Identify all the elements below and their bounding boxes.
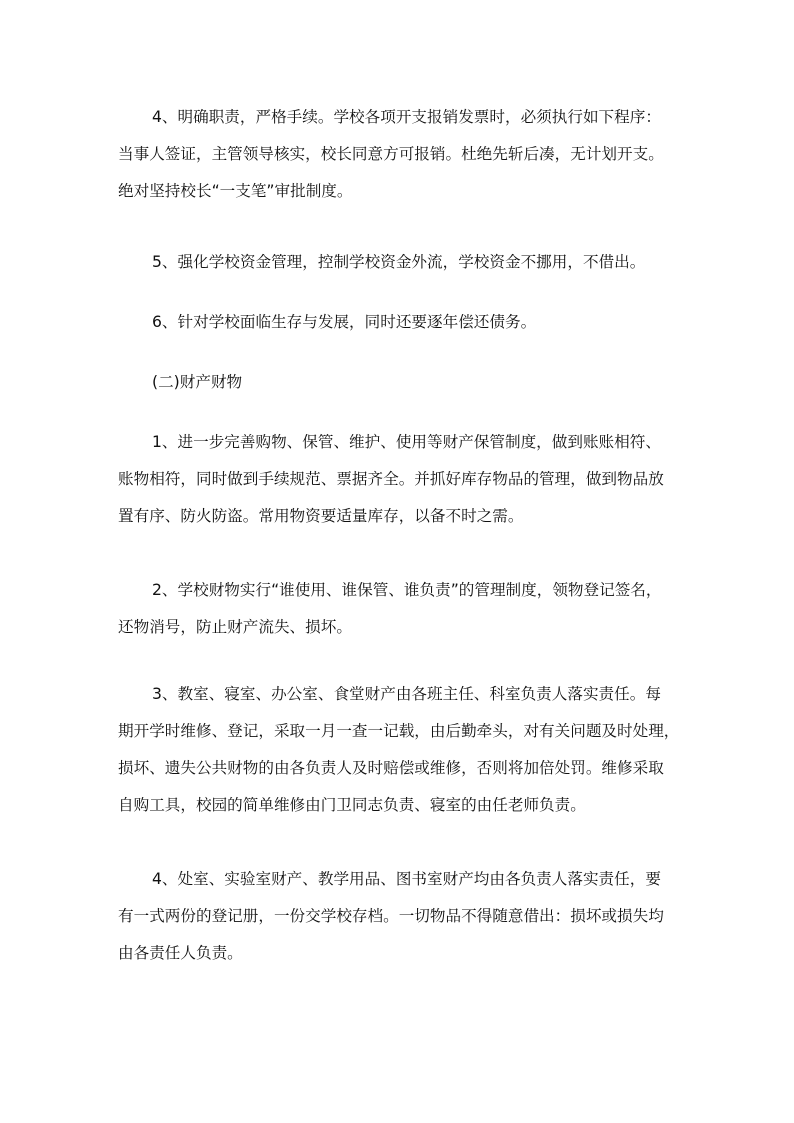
paragraph-4-responsibilities [118, 99, 678, 210]
text-line: 1、进一步完善购物、保管、维护、使用等财产保管制度，做到账账相符、 [152, 433, 661, 451]
paragraph-4-lab-property [118, 861, 678, 972]
text-line: 损坏、遗失公共财物的由各负责人及时赔偿或维修，否则将加倍处罚。维修采取 [118, 759, 664, 777]
section-heading-property [118, 364, 678, 401]
text-line: 4、处室、实验室财产、教学用品、图书室财产均由各负责人落实责任，要 [152, 870, 661, 888]
paragraph-6-debt [118, 304, 678, 341]
text-line: 自购工具，校园的简单维修由门卫同志负责、寝室的由任老师负责。 [118, 796, 586, 814]
text-line: 2、学校财物实行“谁使用、谁保管、谁负责”的管理制度，领物登记签名， [152, 581, 662, 599]
text-line: 4、明确职责，严格手续。学校各项开支报销发票时，必须执行如下程序： [152, 108, 661, 126]
text-line: 5、强化学校资金管理，控制学校资金外流，学校资金不挪用，不借出。 [152, 253, 646, 271]
text-line: 置有序、防火防盗。常用物资要适量库存，以备不时之需。 [118, 507, 524, 525]
paragraph-1-custody-system [118, 424, 678, 535]
text-line: 账物相符，同时做到手续规范、票据齐全。并抓好库存物品的管理，做到物品放 [118, 470, 664, 488]
text-line: 期开学时维修、登记，采取一月一查一记载，由后勤牵头，对有关问题及时处理， [118, 722, 680, 740]
text-line: 有一式两份的登记册，一份交学校存档。一切物品不得随意借出：损坏或损失均 [118, 907, 664, 925]
text-line: 由各责任人负责。 [118, 944, 243, 962]
text-line: 当事人签证，主管领导核实，校长同意方可报销。杜绝先斩后凑，无计划开支。 [118, 145, 664, 163]
paragraph-5-fund-management [118, 244, 678, 281]
text-line: 6、针对学校面临生存与发展，同时还要逐年偿还债务。 [152, 313, 537, 331]
text-line: (二)财产财物 [152, 373, 243, 391]
text-line: 还物消号，防止财产流失、损坏。 [118, 618, 352, 636]
paragraph-2-responsibility-system [118, 572, 678, 646]
text-line: 绝对坚持校长“一支笔”审批制度。 [118, 182, 353, 200]
paragraph-3-classroom-property [118, 676, 678, 824]
text-line: 3、教室、寝室、办公室、食堂财产由各班主任、科室负责人落实责任。每 [152, 685, 661, 703]
